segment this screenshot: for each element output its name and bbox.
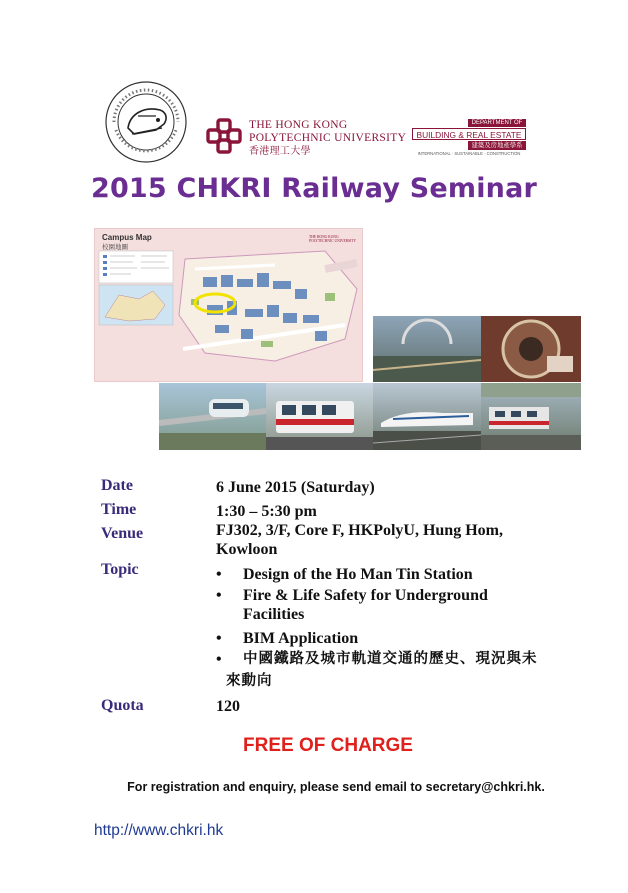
map-title: Campus Map bbox=[102, 233, 152, 242]
polyu-knot-icon bbox=[205, 117, 243, 155]
topic-text: 中國鐵路及城市軌道交通的歷史、現況與未 bbox=[243, 651, 538, 667]
chkri-logo bbox=[104, 80, 188, 164]
venue-value-line2: Kowloon bbox=[216, 541, 278, 558]
page-title: 2015 CHKRI Railway Seminar bbox=[90, 173, 538, 204]
map-title-cn: 校園地圖 bbox=[102, 243, 128, 251]
photo-high-speed-train bbox=[373, 383, 481, 450]
topic-label: Topic bbox=[101, 561, 139, 578]
bullet-icon: • bbox=[216, 566, 222, 583]
photo-light-rail bbox=[266, 383, 373, 450]
free-of-charge-notice: FREE OF CHARGE bbox=[243, 735, 413, 756]
time-label: Time bbox=[101, 501, 137, 518]
bre-sub-label: INTERNATIONAL · SUSTAINABLE · CONSTRUCTION bbox=[417, 151, 521, 156]
time-value: 1:30 – 5:30 pm bbox=[216, 503, 317, 520]
map-drawing bbox=[95, 229, 362, 381]
bre-dept-label: DEPARTMENT OF bbox=[468, 119, 526, 127]
venue-label: Venue bbox=[101, 525, 144, 542]
polyu-logo bbox=[205, 117, 405, 159]
bullet-icon: • bbox=[216, 651, 222, 668]
venue-value-line1: FJ302, 3/F, Core F, HKPolyU, Hung Hom, bbox=[216, 522, 503, 539]
topic-text-cont: Facilities bbox=[243, 606, 305, 623]
photo-tunnel-boring bbox=[481, 316, 581, 382]
date-value: 6 June 2015 (Saturday) bbox=[216, 479, 375, 496]
campus-map bbox=[94, 228, 363, 382]
bre-logo bbox=[412, 119, 528, 159]
topic-text: Fire & Life Safety for Underground bbox=[243, 587, 488, 604]
polyu-name-cn: 香港理工大學 bbox=[249, 146, 311, 157]
registration-note: For registration and enquiry, please send email to secretary@chkri.hk. bbox=[127, 780, 545, 794]
date-label: Date bbox=[101, 477, 133, 494]
polyu-name-line2: POLYTECHNIC UNIVERSITY bbox=[249, 132, 407, 144]
quota-value: 120 bbox=[216, 698, 240, 715]
photo-metro-train bbox=[481, 383, 581, 450]
website-link[interactable]: http://www.chkri.hk bbox=[94, 822, 224, 839]
quota-label: Quota bbox=[101, 697, 144, 714]
polyu-name-line1: THE HONG KONG bbox=[249, 119, 348, 131]
photo-station-construction bbox=[373, 316, 481, 382]
topic-text: BIM Application bbox=[243, 630, 359, 647]
topic-text-cont: 來動向 bbox=[226, 673, 273, 689]
map-brand: THE HONG KONG POLYTECHNIC UNIVERSITY bbox=[309, 235, 357, 243]
photo-monorail-train bbox=[159, 383, 266, 450]
topic-text: Design of the Ho Man Tin Station bbox=[243, 566, 473, 583]
bre-cn-label: 建築及房地產學系 bbox=[468, 141, 526, 150]
bullet-icon: • bbox=[216, 630, 222, 647]
bre-name-label: BUILDING & REAL ESTATE bbox=[412, 128, 526, 140]
bullet-icon: • bbox=[216, 587, 222, 604]
